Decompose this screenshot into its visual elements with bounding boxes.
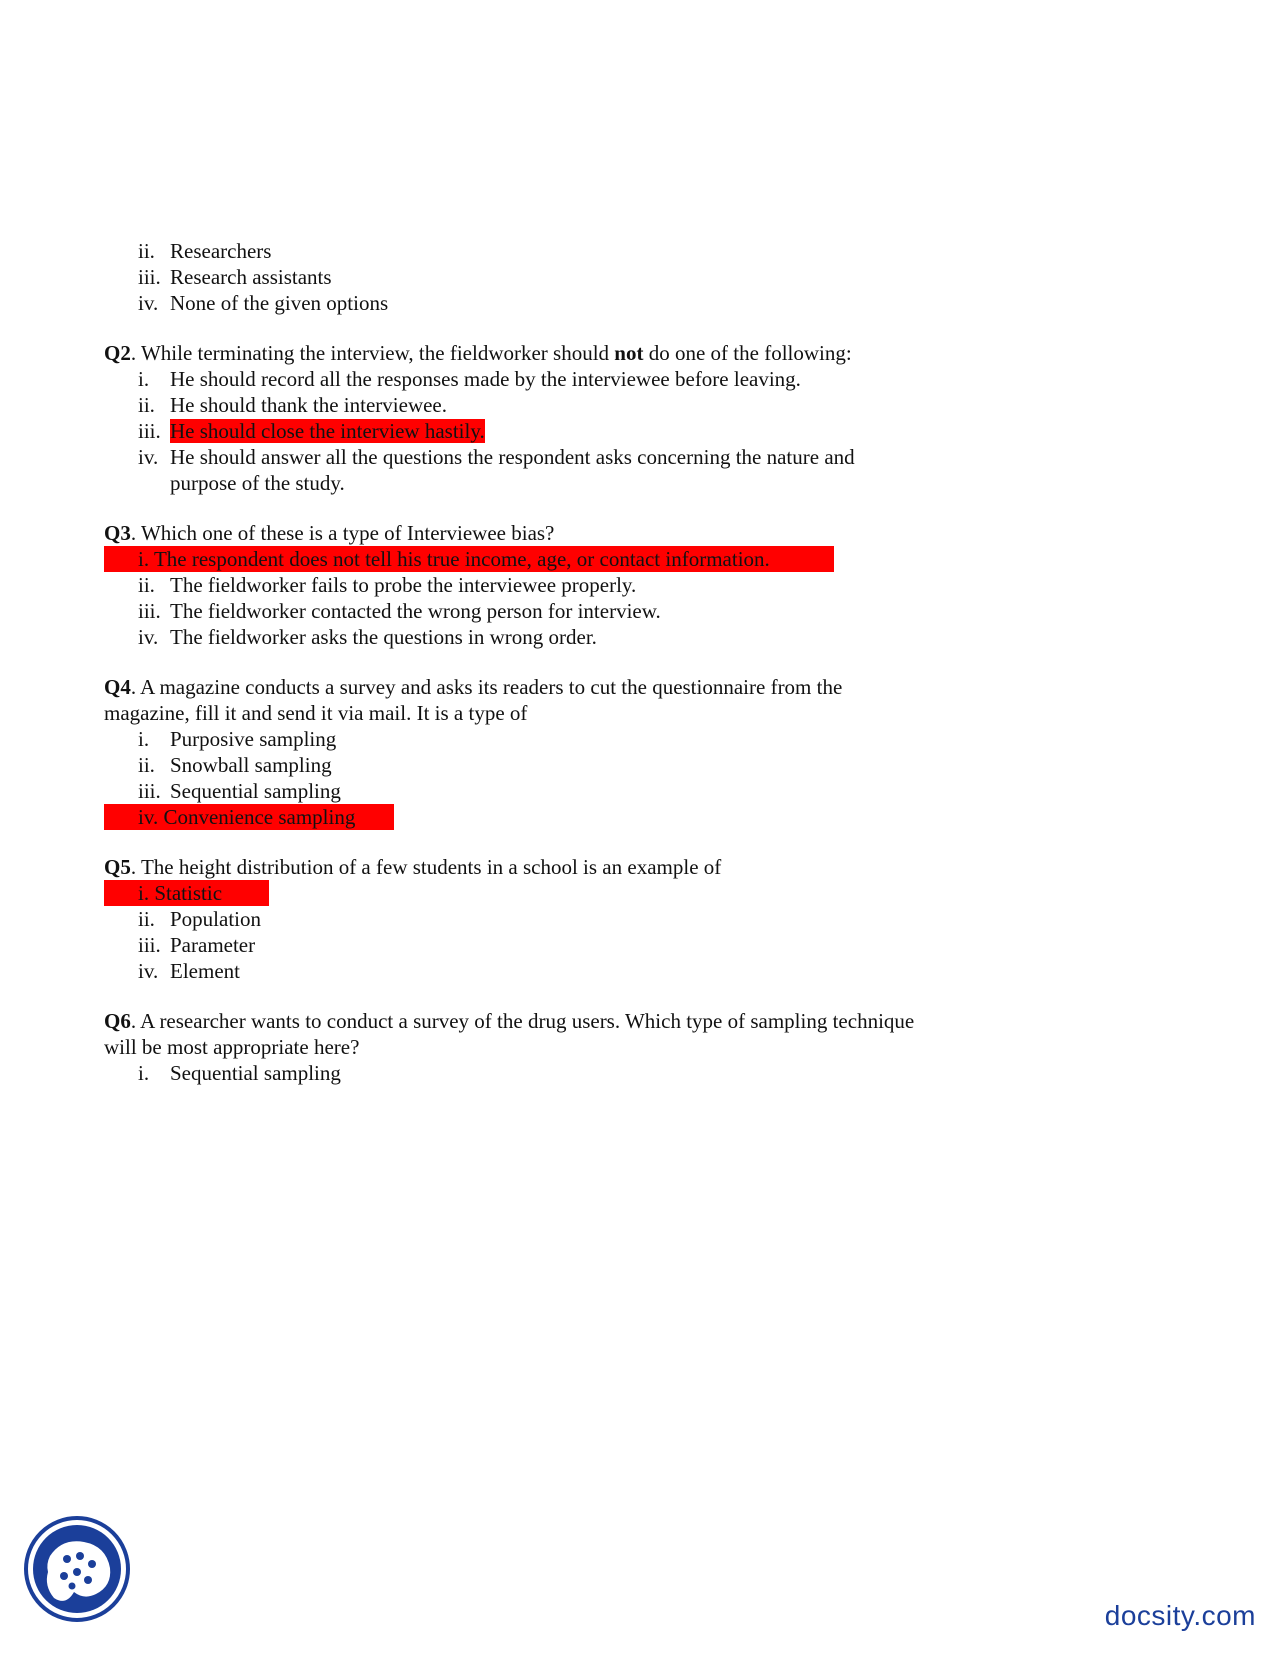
question-number: Q5 xyxy=(104,855,131,879)
highlighted-answer: Convenience sampling xyxy=(163,805,356,829)
option-numeral: iii. xyxy=(138,779,161,803)
q1-option-iv xyxy=(104,290,924,316)
question-6 xyxy=(104,1008,924,1086)
option-numeral: iv. xyxy=(138,805,159,829)
question-text xyxy=(104,1008,924,1060)
q2-option-iv xyxy=(104,444,924,496)
highlighted-answer: He should close the interview hastily. xyxy=(170,419,485,443)
option-text: Research assistants xyxy=(170,265,332,289)
option-numeral: i. xyxy=(138,727,150,751)
question-body: . A magazine conducts a survey and asks its readers to cut the questionnaire from the magazine, fill it and send it via mail. It is a type of xyxy=(104,675,843,725)
q2-option-ii xyxy=(104,392,924,418)
q3-option-iii xyxy=(104,598,924,624)
q1-option-iii xyxy=(104,264,924,290)
q4-option-i xyxy=(104,726,924,752)
option-text-wrap xyxy=(170,418,890,444)
question-2 xyxy=(104,340,924,496)
option-numeral: iv. xyxy=(138,445,159,469)
question-body: . A researcher wants to conduct a survey of the drug users. Which type of sampling technique will be most appropriate here? xyxy=(104,1009,915,1059)
question-1-tail xyxy=(104,238,924,316)
question-text xyxy=(104,520,924,546)
question-3 xyxy=(104,520,924,650)
option-text: He should thank the interviewee. xyxy=(170,393,447,417)
q6-options xyxy=(104,1060,924,1086)
question-body: . The height distribution of a few students in a school is an example of xyxy=(130,855,722,879)
option-numeral: iii. xyxy=(138,599,161,623)
option-text: Parameter xyxy=(170,933,256,957)
option-numeral: ii. xyxy=(138,393,155,417)
question-text xyxy=(104,674,924,726)
q4-options xyxy=(104,726,924,830)
q2-option-iii-answer xyxy=(104,418,924,444)
option-numeral: iv. xyxy=(138,291,159,315)
q3-option-i-answer xyxy=(104,546,834,572)
q5-option-iv xyxy=(104,958,924,984)
q5-option-iii xyxy=(104,932,924,958)
highlighted-answer: The respondent does not tell his true income, age, or contact information. xyxy=(153,547,770,571)
q4-option-iii xyxy=(104,778,924,804)
question-list xyxy=(104,238,924,1110)
option-text: Sequential sampling xyxy=(170,779,341,803)
question-number: Q2 xyxy=(104,341,131,365)
option-numeral: iii. xyxy=(138,265,161,289)
option-text: Snowball sampling xyxy=(170,753,332,777)
brand-link[interactable]: docsity.com xyxy=(1104,1600,1256,1631)
docsity-logo-icon[interactable] xyxy=(22,1514,132,1624)
q1-option-ii xyxy=(104,238,924,264)
option-numeral: ii. xyxy=(138,753,155,777)
option-numeral: iii. xyxy=(138,933,161,957)
q5-option-ii xyxy=(104,906,924,932)
q1-options xyxy=(104,238,924,316)
option-text: The fieldworker asks the questions in wrong order. xyxy=(170,625,597,649)
question-text-before: . While terminating the interview, the fieldworker should xyxy=(130,341,615,365)
option-numeral: iii. xyxy=(138,419,161,443)
q3-options xyxy=(104,546,924,650)
question-text-after: do one of the following: xyxy=(643,341,852,365)
option-text: Population xyxy=(170,907,262,931)
option-numeral: iv. xyxy=(138,959,159,983)
question-number: Q6 xyxy=(104,1009,131,1033)
option-text: The fieldworker contacted the wrong person for interview. xyxy=(170,599,661,623)
highlighted-answer: Statistic xyxy=(154,881,223,905)
option-text: Sequential sampling xyxy=(170,1061,341,1085)
question-4 xyxy=(104,674,924,830)
logo-graphic xyxy=(22,1514,132,1624)
option-numeral: ii. xyxy=(138,907,155,931)
question-number: Q3 xyxy=(104,521,131,545)
option-numeral: i. xyxy=(138,367,150,391)
option-numeral: i. xyxy=(138,881,150,905)
option-text: Element xyxy=(170,959,240,983)
question-5 xyxy=(104,854,924,984)
option-text: Researchers xyxy=(170,239,272,263)
question-number: Q4 xyxy=(104,675,131,699)
option-text: None of the given options xyxy=(170,291,389,315)
q6-option-i xyxy=(104,1060,924,1086)
question-text xyxy=(104,854,924,880)
q5-option-i-answer xyxy=(104,880,269,906)
q4-option-iv-answer xyxy=(104,804,394,830)
option-text: He should record all the responses made by the interviewee before leaving. xyxy=(170,367,801,391)
q3-option-ii xyxy=(104,572,924,598)
q4-option-ii xyxy=(104,752,924,778)
option-numeral: i. xyxy=(138,1061,150,1085)
q3-option-iv xyxy=(104,624,924,650)
q2-option-i xyxy=(104,366,924,392)
option-numeral: ii. xyxy=(138,239,155,263)
question-text xyxy=(104,340,924,366)
option-numeral: i. xyxy=(138,547,150,571)
q2-options xyxy=(104,366,924,496)
question-emphasis: not xyxy=(614,341,644,365)
option-text: He should answer all the questions the respondent asks concerning the nature and purpose of the study. xyxy=(170,445,855,495)
option-numeral: ii. xyxy=(138,573,155,597)
option-text: Purposive sampling xyxy=(170,727,337,751)
question-body: . Which one of these is a type of Interviewee bias? xyxy=(130,521,555,545)
option-numeral: iv. xyxy=(138,625,159,649)
option-text: The fieldworker fails to probe the interviewee properly. xyxy=(170,573,637,597)
q5-options xyxy=(104,880,924,984)
